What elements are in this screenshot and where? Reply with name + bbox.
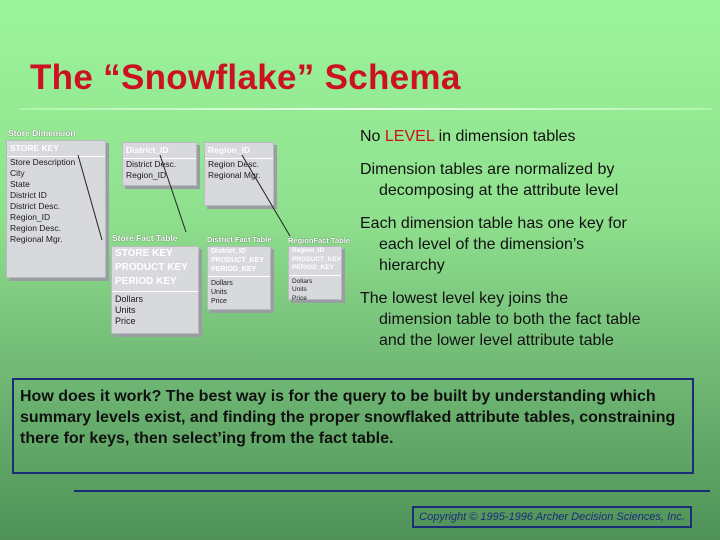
district-fact-label: District Fact Table (207, 235, 272, 244)
table-row: Region_ID (126, 170, 167, 180)
store-dimension-label: Store Dimension (8, 128, 76, 138)
table-row: PERIOD KEY (115, 276, 177, 287)
footer-divider (74, 490, 710, 492)
table-row: Dollars (292, 277, 313, 285)
table-row: District Desc. (126, 159, 177, 169)
table-row: Price (292, 294, 307, 302)
table-row: Units (292, 286, 307, 293)
snowflake-diagram (0, 122, 350, 344)
slide-title: The “Snowflake” Schema (30, 58, 461, 97)
level-keyword: LEVEL (384, 128, 435, 145)
table-row: Price (211, 298, 227, 305)
join-lines (0, 122, 350, 344)
table-row: STORE KEY (115, 248, 173, 259)
table-row: District Desc. (10, 201, 61, 211)
table-row: Region Desc. (10, 223, 62, 233)
bullet-list (360, 126, 710, 363)
table-row: Region Desc. (208, 159, 260, 169)
table-row: PRODUCT_KEY (292, 255, 342, 263)
bullet-normalized: Dimension tables are normalized by decomposing at the attribute level (360, 161, 619, 199)
table-row: Regional Mgr. (208, 170, 261, 180)
table-row: PERIOD_KEY (292, 264, 334, 271)
table-row: Region_ID (10, 212, 51, 222)
table-row: City (10, 168, 25, 178)
bullet-lowest-key: The lowest level key joins the dimension table to both the fact table and the lower level attribute table (360, 290, 641, 349)
table-row: State (10, 179, 30, 189)
store-dimension-key: STORE KEY (7, 141, 105, 157)
table-row: District ID (10, 190, 47, 200)
table-row: PRODUCT KEY (115, 262, 188, 273)
table-row: PERIOD_KEY (211, 266, 257, 273)
table-row: Store Description (10, 157, 76, 167)
table-row: District_ID (211, 248, 247, 255)
table-row: Dollars (211, 280, 233, 287)
bullet-no-level: No LEVEL in dimension tables (360, 128, 576, 145)
table-row: Dollars (115, 294, 144, 304)
region-table-key: Region_ID (205, 143, 273, 159)
copyright-notice: Copyright © 1995-1996 Archer Decision Sciences, Inc. (412, 506, 692, 528)
table-row: Region_ID (292, 247, 325, 254)
store-fact-label: Store Fact Table (112, 233, 178, 243)
table-row: PRODUCT_KEY (211, 257, 264, 264)
bullet-one-key: Each dimension table has one key for each level of the dimension’s hierarchy (360, 215, 627, 274)
table-row: Units (115, 305, 136, 315)
district-table-key: District_ID (123, 143, 196, 159)
region-fact-label: RegionFact Table (288, 236, 350, 245)
table-row: Units (211, 289, 227, 296)
table-row: Price (115, 316, 136, 326)
table-row: Regional Mgr. (10, 234, 63, 244)
title-divider (20, 108, 712, 110)
how-it-works-box: How does it work? The best way is for the query to be built by understanding which summary levels exist, and finding the proper snowflaked attribute tables, constraining there for keys, then select’ing from the fact table. (12, 378, 694, 474)
